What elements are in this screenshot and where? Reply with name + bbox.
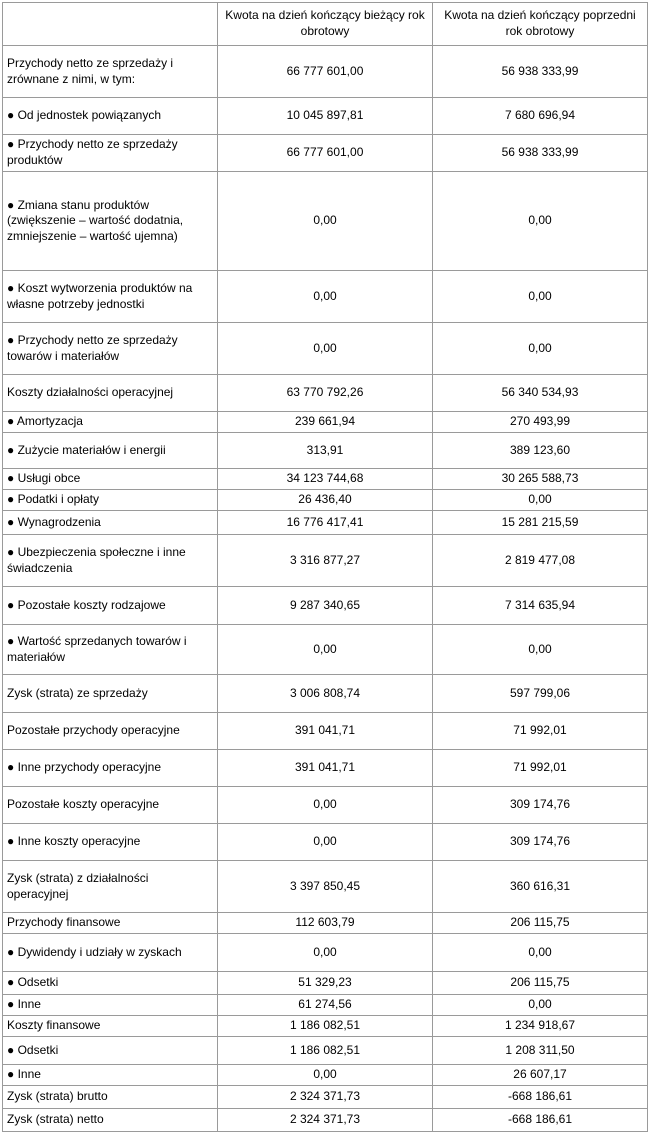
value-current: 0,00: [218, 824, 433, 861]
value-current: 16 776 417,41: [218, 511, 433, 535]
value-previous: 56 938 333,99: [433, 135, 648, 172]
table-row: [3, 625, 648, 675]
value-previous: 0,00: [433, 172, 648, 271]
table-row: [3, 490, 648, 511]
value-current: 51 329,23: [218, 972, 433, 995]
row-label: ● Od jednostek powiązanych: [3, 98, 218, 135]
row-label: Pozostałe koszty operacyjne: [3, 787, 218, 824]
value-previous: 56 340 534,93: [433, 375, 648, 412]
row-label: ● Inne przychody operacyjne: [3, 750, 218, 787]
table-row: [3, 824, 648, 861]
value-previous: 0,00: [433, 490, 648, 511]
value-previous: 15 281 215,59: [433, 511, 648, 535]
value-previous: 7 314 635,94: [433, 587, 648, 625]
row-label: Zysk (strata) brutto: [3, 1086, 218, 1109]
value-previous: 0,00: [433, 323, 648, 375]
value-current: 2 324 371,73: [218, 1086, 433, 1109]
table-row: [3, 1086, 648, 1109]
value-current: 34 123 744,68: [218, 469, 433, 490]
value-current: 0,00: [218, 271, 433, 323]
row-label: Zysk (strata) ze sprzedaży: [3, 675, 218, 713]
row-label: ● Wynagrodzenia: [3, 511, 218, 535]
value-previous: 309 174,76: [433, 787, 648, 824]
table-row: [3, 713, 648, 750]
row-label: ● Wartość sprzedanych towarów i materiałów: [3, 625, 218, 675]
value-current: 2 324 371,73: [218, 1109, 433, 1132]
value-previous: 0,00: [433, 271, 648, 323]
row-label: ● Inne: [3, 1065, 218, 1086]
financial-table: [2, 2, 648, 1132]
value-current: 112 603,79: [218, 913, 433, 934]
row-label: ● Pozostałe koszty rodzajowe: [3, 587, 218, 625]
value-previous: 206 115,75: [433, 972, 648, 995]
row-label: Przychody finansowe: [3, 913, 218, 934]
value-previous: 71 992,01: [433, 750, 648, 787]
table-row: [3, 934, 648, 972]
row-label: ● Przychody netto ze sprzedaży produktów: [3, 135, 218, 172]
value-previous: 30 265 588,73: [433, 469, 648, 490]
value-current: 313,91: [218, 433, 433, 469]
value-previous: 309 174,76: [433, 824, 648, 861]
table-row: [3, 972, 648, 995]
value-current: 61 274,56: [218, 995, 433, 1016]
row-label: ● Odsetki: [3, 972, 218, 995]
table-row: [3, 1016, 648, 1037]
header-current-year: Kwota na dzień kończący bieżący rok obrotowy: [218, 3, 433, 46]
table-row: [3, 995, 648, 1016]
value-previous: 389 123,60: [433, 433, 648, 469]
row-label: ● Dywidendy i udziały w zyskach: [3, 934, 218, 972]
table-row: [3, 587, 648, 625]
value-current: 66 777 601,00: [218, 46, 433, 98]
table-row: [3, 1109, 648, 1132]
header-label-cell: [3, 3, 218, 46]
row-label: Koszty działalności operacyjnej: [3, 375, 218, 412]
row-label: Zysk (strata) z działalności operacyjnej: [3, 861, 218, 913]
value-current: 0,00: [218, 1065, 433, 1086]
table-row: [3, 787, 648, 824]
value-previous: 0,00: [433, 934, 648, 972]
value-current: 10 045 897,81: [218, 98, 433, 135]
value-current: 0,00: [218, 172, 433, 271]
value-previous: -668 186,61: [433, 1086, 648, 1109]
table-row: [3, 412, 648, 433]
table-row: [3, 135, 648, 172]
row-label: ● Ubezpieczenia społeczne i inne świadczenia: [3, 535, 218, 587]
value-previous: -668 186,61: [433, 1109, 648, 1132]
table-row: [3, 271, 648, 323]
row-label: ● Koszt wytworzenia produktów na własne potrzeby jednostki: [3, 271, 218, 323]
value-previous: 56 938 333,99: [433, 46, 648, 98]
table-row: [3, 861, 648, 913]
value-previous: 360 616,31: [433, 861, 648, 913]
value-previous: 270 493,99: [433, 412, 648, 433]
value-current: 0,00: [218, 934, 433, 972]
row-label: Przychody netto ze sprzedaży i zrównane z nimi, w tym:: [3, 46, 218, 98]
table-row: [3, 1037, 648, 1065]
table-row: [3, 46, 648, 98]
row-label: ● Usługi obce: [3, 469, 218, 490]
table-row: [3, 535, 648, 587]
value-current: 1 186 082,51: [218, 1016, 433, 1037]
value-current: 0,00: [218, 323, 433, 375]
table-row: [3, 511, 648, 535]
value-current: 0,00: [218, 787, 433, 824]
row-label: ● Inne: [3, 995, 218, 1016]
value-current: 26 436,40: [218, 490, 433, 511]
value-previous: 71 992,01: [433, 713, 648, 750]
table-row: [3, 98, 648, 135]
value-previous: 1 234 918,67: [433, 1016, 648, 1037]
value-previous: 2 819 477,08: [433, 535, 648, 587]
table-row: [3, 913, 648, 934]
row-label: ● Zmiana stanu produktów (zwiększenie – wartość dodatnia, zmniejszenie – wartość ujemna): [3, 172, 218, 271]
value-previous: 1 208 311,50: [433, 1037, 648, 1065]
table-row: [3, 433, 648, 469]
value-current: 66 777 601,00: [218, 135, 433, 172]
value-current: 9 287 340,65: [218, 587, 433, 625]
value-current: 391 041,71: [218, 750, 433, 787]
value-current: 391 041,71: [218, 713, 433, 750]
row-label: ● Amortyzacja: [3, 412, 218, 433]
value-current: 3 006 808,74: [218, 675, 433, 713]
row-label: Koszty finansowe: [3, 1016, 218, 1037]
value-current: 1 186 082,51: [218, 1037, 433, 1065]
value-previous: 0,00: [433, 625, 648, 675]
value-current: 63 770 792,26: [218, 375, 433, 412]
table-row: [3, 750, 648, 787]
table-row: [3, 375, 648, 412]
table-row: [3, 469, 648, 490]
value-previous: 597 799,06: [433, 675, 648, 713]
row-label: Pozostałe przychody operacyjne: [3, 713, 218, 750]
table-row: [3, 675, 648, 713]
table-row: [3, 323, 648, 375]
value-current: 239 661,94: [218, 412, 433, 433]
value-previous: 7 680 696,94: [433, 98, 648, 135]
row-label: Zysk (strata) netto: [3, 1109, 218, 1132]
value-current: 0,00: [218, 625, 433, 675]
value-previous: 206 115,75: [433, 913, 648, 934]
table-row: [3, 1065, 648, 1086]
value-current: 3 397 850,45: [218, 861, 433, 913]
value-current: 3 316 877,27: [218, 535, 433, 587]
value-previous: 26 607,17: [433, 1065, 648, 1086]
header-row: [3, 3, 648, 46]
value-previous: 0,00: [433, 995, 648, 1016]
row-label: ● Odsetki: [3, 1037, 218, 1065]
row-label: ● Zużycie materiałów i energii: [3, 433, 218, 469]
table-row: [3, 172, 648, 271]
row-label: ● Inne koszty operacyjne: [3, 824, 218, 861]
row-label: ● Podatki i opłaty: [3, 490, 218, 511]
row-label: ● Przychody netto ze sprzedaży towarów i materiałów: [3, 323, 218, 375]
header-previous-year: Kwota na dzień kończący poprzedni rok obrotowy: [433, 3, 648, 46]
